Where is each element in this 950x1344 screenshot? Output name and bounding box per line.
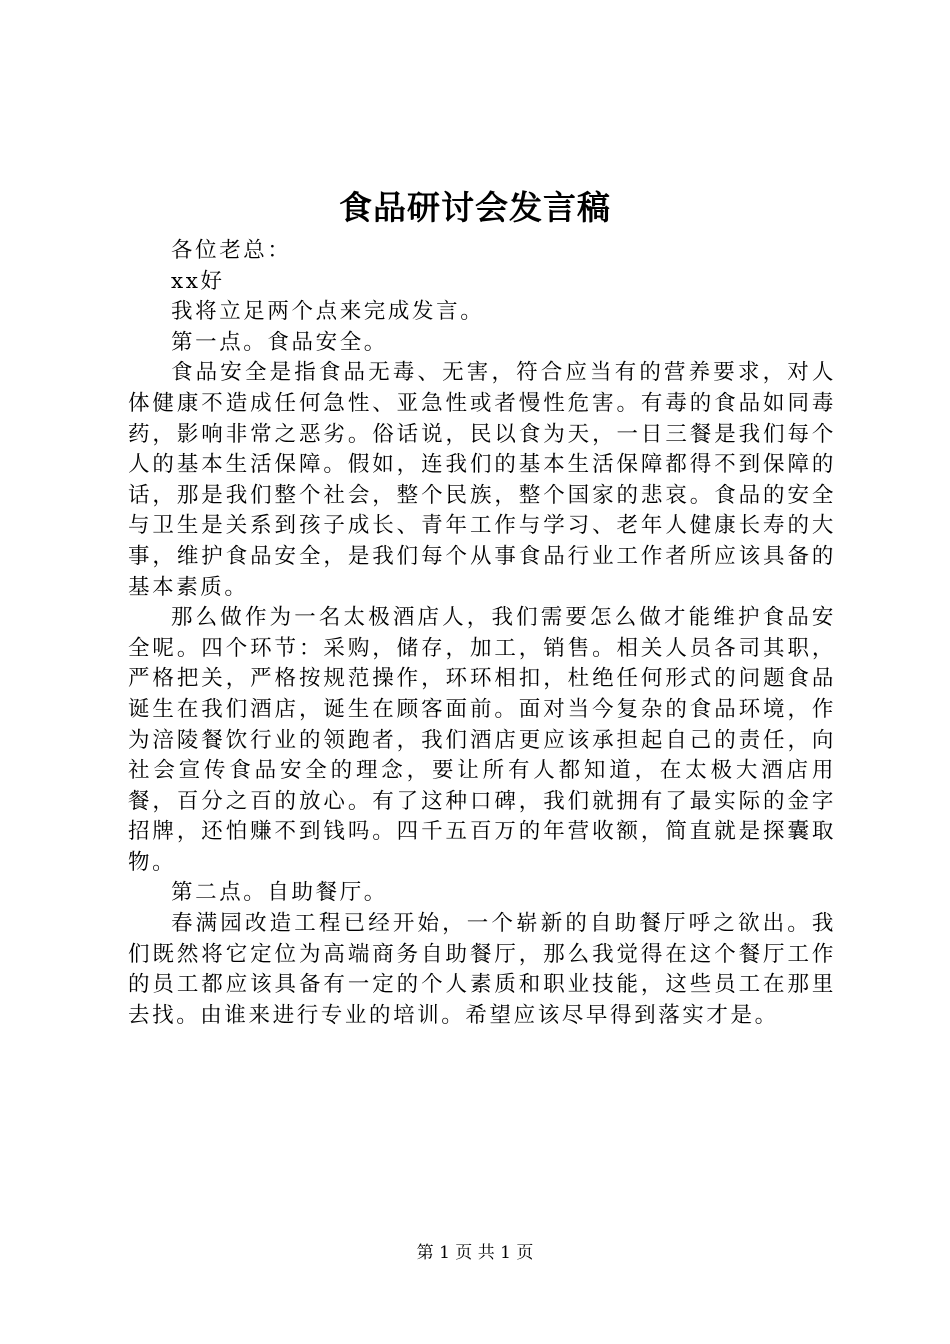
- paragraph-greeting: xx好: [171, 268, 225, 294]
- heading-point-one: 第一点。食品安全。: [171, 329, 388, 355]
- document-title: 食品研讨会发言稿: [339, 188, 611, 227]
- paragraph-food-safety: 食品安全是指食品无毒、无害，符合应当有的营养要求，对人体健康不造成任何急性、亚急性或者慢性危害。有毒的食品如同毒药，影响非常之恶劣。俗话说，民以食为天，一日三餐是我们每个人的基本生活保障。假如，连我们的基本生活保障都得不到保障的话，那是我们整个社会，整个民族，整个国家的悲哀。食品的安全与卫生是关系到孩子成长、青年工作与学习、老年人健康长寿的大事，维护食品安全，是我们每个从事食品行业工作者所应该具备的基本素质。: [128, 360, 836, 600]
- document-body: [128, 236, 836, 1031]
- paragraph-intro: 我将立足两个点来完成发言。: [171, 299, 485, 325]
- heading-point-two: 第二点。自助餐厅。: [171, 880, 388, 906]
- page-footer: 第 1 页 共 1 页: [416, 1243, 534, 1263]
- paragraph-salutation: 各位老总：: [171, 238, 292, 263]
- paragraph-buffet: 春满园改造工程已经开始，一个崭新的自助餐厅呼之欲出。我们既然将它定位为高端商务自助餐厅，那么我觉得在这个餐厅工作的员工都应该具备有一定的个人素质和职业技能，这些员工在那里去找。由谁来进行专业的培训。希望应该尽早得到落实才是。: [128, 911, 836, 1028]
- paragraph-hotel-measures: 那么做作为一名太极酒店人，我们需要怎么做才能维护食品安全呢。四个环节：采购，储存，加工，销售。相关人员各司其职，严格把关，严格按规范操作，环环相扣，杜绝任何形式的问题食品诞生在我们酒店，诞生在顾客面前。面对当今复杂的食品环境，作为涪陵餐饮行业的领跑者，我们酒店更应该承担起自己的责任，向社会宣传食品安全的理念，要让所有人都知道，在太极大酒店用餐，百分之百的放心。有了这种口碑，我们就拥有了最实际的金字招牌，还怕赚不到钱吗。四千五百万的年营收额，简直就是探囊取物。: [128, 605, 836, 875]
